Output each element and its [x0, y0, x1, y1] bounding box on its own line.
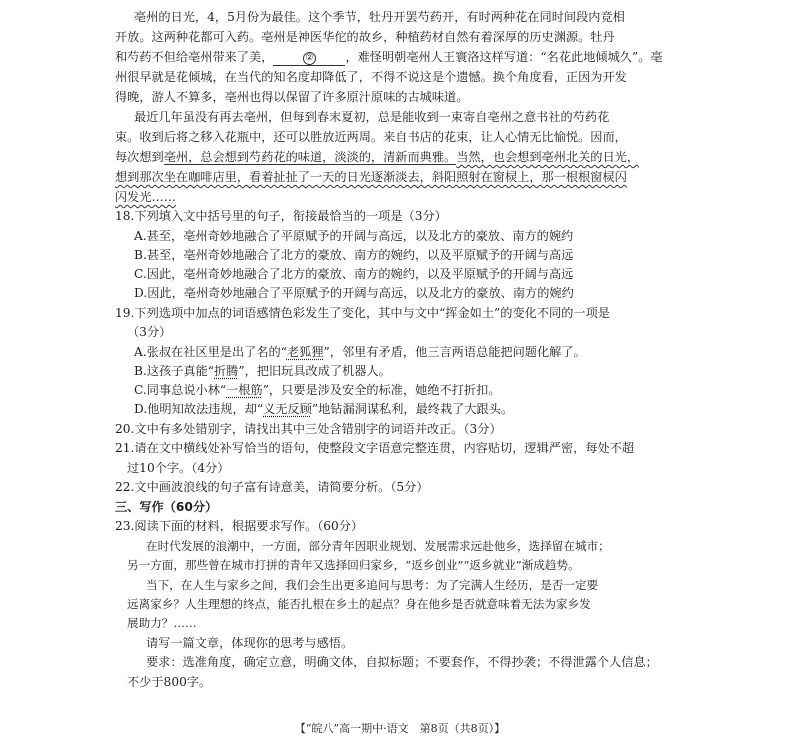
passage-p1-line3-post: ，难怪明朝亳州人王寰洛这样写道：“名花此地倾城久”。亳 [345, 50, 663, 64]
q19-d-pre: D.他明知故法违规，却“ [134, 402, 264, 416]
q19-a-pre: A.张叔在社区里是出了名的“ [134, 345, 287, 359]
passage-p2-line1: 最近几年虽没有再去亳州，但每到春末夏初，总是能收到一束寄自亳州之意书社的芍药花 [134, 110, 610, 124]
q19-option-a[interactable] [134, 344, 586, 360]
wavy-sentence-part3: 闪发光…… [115, 190, 176, 204]
question-23: 23.阅读下面的材料，根据要求写作。（60分） [115, 519, 364, 533]
underlined-sentence: 亳州，总会想到芍药花的味道，淡淡的，清新而典雅。 [163, 150, 457, 164]
blank-number-2: ② [303, 52, 316, 65]
question-21-line2: 过10个字。（4分） [127, 461, 230, 475]
writing-requirements-line2: 不少于800字。 [127, 675, 212, 689]
q19-b-pre: B.这孩子真能“ [134, 364, 214, 378]
q18-option-c[interactable]: C.因此，亳州奇妙地融合了北方的豪放、南方的婉约，以及平原赋予的开阔与高远 [134, 267, 574, 281]
question-19-line1: 19.下列选项中加点的词语感情色彩发生了变化，其中与文中“挥金如土”的变化不同的一项是 [115, 306, 610, 320]
passage-p1-line4: 州很早就是花倾城，在当代的知名度却降低了，不得不说这是个遗憾。换个角度看，正因为开发 [115, 70, 627, 84]
passage-p1-line2: 开放。这两种花都可入药。亳州是神医华佗的故乡，种植药材自然有着深厚的历史渊源。牡丹 [115, 30, 615, 44]
material-p1-line2: 另一方面，那些曾在城市打拼的青年又选择回归家乡，“返乡创业”“返乡就业”渐成趋势。 [127, 558, 580, 572]
question-18: 18.下列填入文中括号里的句子，衔接最恰当的一项是（3分） [115, 209, 447, 223]
q19-option-d[interactable] [134, 401, 513, 417]
passage-p2-line3-pre: 每次想到 [115, 150, 164, 164]
q19-option-c[interactable] [134, 382, 500, 398]
q19-c-post: ”，只要是涉及安全的标准，她绝不打折扣。 [262, 383, 501, 397]
q19-b-dotted-word: 折腾 [214, 364, 239, 378]
passage-p1-line3 [115, 49, 663, 66]
q19-option-b[interactable] [134, 363, 391, 379]
q19-c-dotted-word: 一根筋 [226, 383, 263, 397]
q18-option-a[interactable]: A.甚至，亳州奇妙地融合了平原赋予的开阔与高远，以及北方的豪放、南方的婉约 [134, 229, 574, 243]
fill-blank-2[interactable] [273, 49, 345, 66]
question-19-line2: （3分） [127, 325, 172, 339]
material-p1-line1: 在时代发展的浪潮中，一方面，部分青年因职业规划、发展需求远赴他乡，选择留在城市； [146, 539, 610, 553]
wavy-sentence-part1: 当然，也会想到亳州北关的日光， [456, 150, 640, 164]
q19-d-dotted-word: 义无反顾 [263, 402, 312, 416]
wavy-sentence-part2: 想到那次坐在咖啡店里，看着扯扯了一天的日光逐渐淡去，斜阳照射在窗棂上，那一根根窗棂闪 [115, 170, 627, 184]
passage-p1-line1: 亳州的日光，4，5月份为最佳。这个季节，牡丹开罢芍药开，有时两种花在同时间段内竞相 [134, 10, 625, 24]
material-p2-line1: 当下，在人生与家乡之间，我们会生出更多追问与思考：为了完满人生经历，是否一定要 [146, 578, 599, 592]
q19-c-pre: C.同事总说小林“ [134, 383, 227, 397]
section-3-heading: 三、写作（60分） [115, 500, 218, 514]
question-20: 20.文中有多处错别字，请找出其中三处含错别字的词语并改正。（3分） [115, 422, 502, 436]
writing-requirements-line1: 要求：选准角度，确定立意，明确文体，自拟标题；不要套作，不得抄袭；不得泄露个人信息； [146, 655, 658, 669]
q18-option-d[interactable]: D.因此，亳州奇妙地融合了平原赋予的开阔与高远，以及北方的豪放、南方的婉约 [134, 286, 574, 300]
passage-p1-line5: 得晚，游人不算多，亳州也得以保留了许多原汁原味的古城味道。 [115, 90, 469, 104]
page-footer: 【“皖八”高一期中·语文 第8页（共8页）】 [294, 722, 506, 735]
q19-b-post: ”，把旧玩具改成了机器人。 [238, 364, 391, 378]
q18-option-b[interactable]: B.甚至，亳州奇妙地融合了北方的豪放、南方的婉约，以及平原赋予的开阔与高远 [134, 248, 574, 262]
q19-a-post: ”，邻里有矛盾，他三言两语总能把问题化解了。 [323, 345, 586, 359]
q19-d-post: ”地钻漏洞谋私利，最终栽了大跟头。 [311, 402, 514, 416]
passage-p1-line3-pre: 和芍药不但给亳州带来了美， [115, 50, 274, 64]
question-21-line1: 21.请在文中横线处补写恰当的语句，使整段文字语意完整连贯，内容贴切，逻辑严密，每处不超 [115, 441, 635, 455]
q19-a-dotted-word: 老狐狸 [286, 345, 324, 359]
material-p2-line3: 展助力？…… [127, 616, 197, 630]
passage-p2-line2: 束。收到后将之移入花瓶中，还可以胜放近两周。来自书店的花束，让人心情无比愉悦。因而， [115, 130, 627, 144]
passage-p2-line3 [115, 149, 639, 165]
question-22: 22.文中画波浪线的句子富有诗意美，请简要分析。（5分） [115, 480, 429, 494]
writing-instruction: 请写一篇文章，体现你的思考与感悟。 [146, 636, 354, 650]
material-p2-line2: 远离家乡？人生理想的终点，能否扎根在乡土的起点？身在他乡是否就意味着无法为家乡发 [127, 597, 591, 611]
